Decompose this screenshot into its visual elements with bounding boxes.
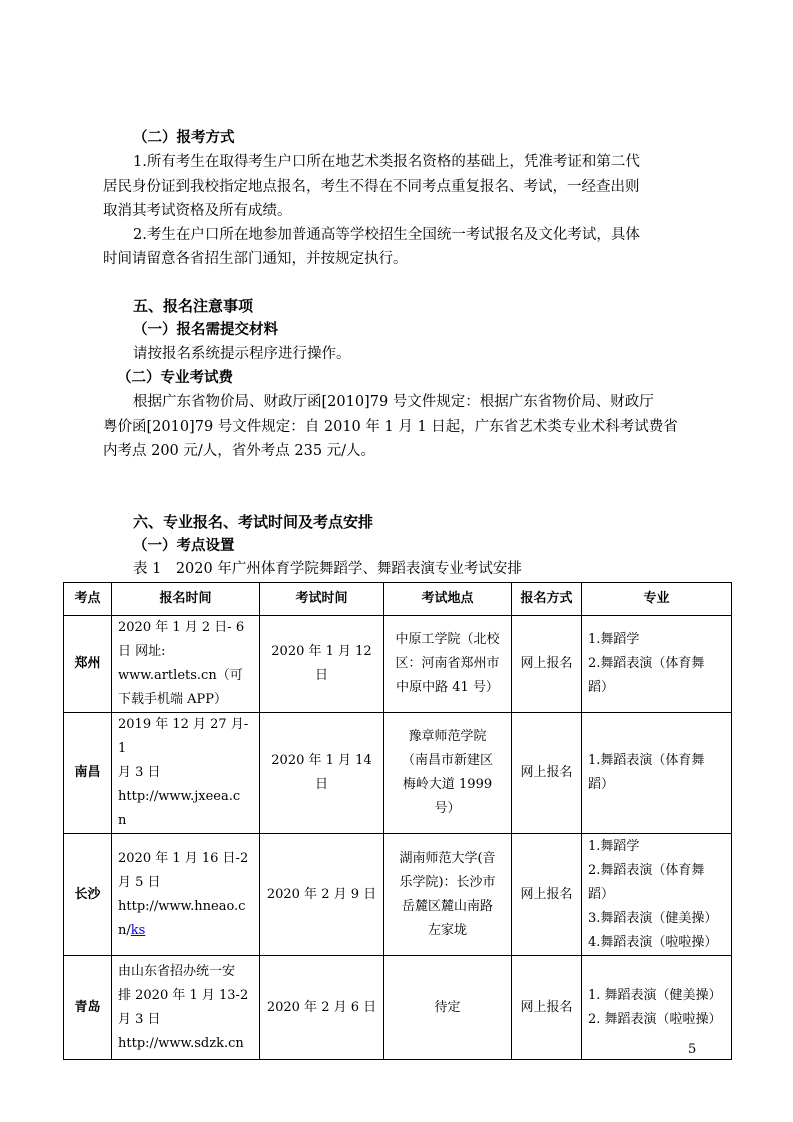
cell-line: 4.舞蹈表演（啦啦操） <box>588 934 718 950</box>
paragraph-line: 内考点 200 元/人，省外考点 235 元/人。 <box>103 443 376 459</box>
cell-line: 湖南师范大学(音 <box>399 850 496 866</box>
subheading-exam-sites: （一）考点设置 <box>133 538 235 554</box>
cell-line: 2020 年 1 月 16 日-2 <box>118 850 249 866</box>
table-caption: 表 1 2020 年广州体育学院舞蹈学、舞蹈表演专业考试安排 <box>133 561 522 577</box>
exam-place-cell <box>384 956 512 1060</box>
exam-time-cell: 2020 年 1 月 14 日 <box>260 713 384 834</box>
registration-time-cell <box>112 956 260 1060</box>
cell-line: http://www.sdzk.cn <box>118 1035 244 1051</box>
header-exam-place: 考试地点 <box>384 583 512 616</box>
cell-line: 区：河南省郑州市 <box>395 656 500 671</box>
cell-line: 下载手机端 APP） <box>118 692 228 707</box>
table-header-row <box>64 583 732 616</box>
cell-line: 日 网址: <box>118 644 166 659</box>
exam-time-cell: 2020 年 2 月 9 日 <box>260 834 384 956</box>
cell-line: 排 2020 年 1 月 13-2 <box>118 987 249 1003</box>
exam-place-cell <box>384 616 512 713</box>
cell-line: 月 3 日 <box>118 765 161 780</box>
cell-line: 梅岭大道 1999 <box>402 777 493 792</box>
paragraph-line: 请按报名系统提示程序进行操作。 <box>133 346 351 362</box>
cell-line: 月 5 日 <box>118 874 161 890</box>
paragraph-line: 根据广东省物价局、财政厅函[2010]79 号文件规定：根据广东省物价局、财政厅 <box>133 394 654 410</box>
exam-time-cell: 2020 年 2 月 6 日 <box>260 956 384 1060</box>
paragraph-line: 1.所有考生在取得考生户口所在地艺术类报名资格的基础上，凭准考证和第二代 <box>133 154 640 170</box>
cell-line: 1.舞蹈学 <box>588 632 640 647</box>
cell-line: 号） <box>434 801 461 816</box>
site-cell: 青岛 <box>64 956 112 1060</box>
page-number: 5 <box>688 1042 697 1057</box>
registration-time-cell <box>112 834 260 956</box>
paragraph-line: 取消其考试资格及所有成绩。 <box>103 203 292 219</box>
cell-line: 左家垅 <box>427 922 467 938</box>
exam-place-cell <box>384 713 512 834</box>
site-cell: 郑州 <box>64 616 112 713</box>
major-cell <box>582 713 732 834</box>
cell-line: 乐学院)：长沙市 <box>399 874 496 890</box>
cell-line: 蹈） <box>588 886 615 902</box>
cell-line: 2.舞蹈表演（体育舞 <box>588 656 705 671</box>
cell-line: 2020 年 1 月 2 日- 6 <box>118 620 245 635</box>
cell-line: 由山东省招办统一安 <box>118 963 236 979</box>
header-registration-method: 报名方式 <box>512 583 582 616</box>
cell-line: （南昌市新建区 <box>401 753 493 768</box>
section-heading-registration-method: （二）报考方式 <box>133 130 235 146</box>
cell-line: 3.舞蹈表演（健美操） <box>588 910 718 926</box>
cell-line: http://www.jxeea.c <box>118 789 241 804</box>
paragraph-line: 时间请留意各省招生部门通知，并按规定执行。 <box>103 251 408 267</box>
cell-line: 豫章师范学院 <box>408 729 487 744</box>
table-row <box>64 616 732 713</box>
exam-time-cell: 2020 年 1 月 12 日 <box>260 616 384 713</box>
major-cell <box>582 956 732 1060</box>
paragraph-line: 居民身份证到我校指定地点报名，考生不得在不同考点重复报名、考试，一经查出则 <box>103 179 640 195</box>
cell-line: 2019 年 12 月 27 月-1 <box>118 717 249 756</box>
subheading-materials: （一）报名需提交材料 <box>133 322 278 338</box>
hneao-link[interactable]: ks <box>130 922 146 938</box>
section-heading-schedule: 六、专业报名、考试时间及考点安排 <box>133 513 374 531</box>
registration-method-cell: 网上报名 <box>512 713 582 834</box>
registration-method-cell: 网上报名 <box>512 956 582 1060</box>
table-row <box>64 713 732 834</box>
paragraph-line: 粤价函[2010]79 号文件规定：自 2010 年 1 月 1 日起，广东省艺术类专业术科考试费省 <box>103 419 678 435</box>
cell-line: 蹈） <box>588 777 615 792</box>
paragraph-line: 2.考生在户口所在地参加普通高等学校招生全国统一考试报名及文化考试，具体 <box>133 227 640 243</box>
major-cell <box>582 834 732 956</box>
header-site: 考点 <box>64 583 112 616</box>
cell-line: 1.舞蹈学 <box>588 838 640 854</box>
cell-line: 1. 舞蹈表演（健美操） <box>588 987 722 1003</box>
cell-line: www.artlets.cn（可 <box>118 668 243 683</box>
cell-line: http://www.hneao.c <box>118 898 246 914</box>
registration-method-cell: 网上报名 <box>512 834 582 956</box>
exam-place-cell <box>384 834 512 956</box>
section-heading-notes: 五、报名注意事项 <box>133 297 254 315</box>
cell-line: 月 3 日 <box>118 1011 161 1027</box>
table-row <box>64 956 732 1060</box>
cell-line: 2.舞蹈表演（体育舞 <box>588 862 705 878</box>
subheading-exam-fee: （二）专业考试费 <box>117 370 233 386</box>
registration-time-cell <box>112 616 260 713</box>
cell-line: 待定 <box>434 999 461 1015</box>
header-exam-time: 考试时间 <box>260 583 384 616</box>
cell-line: n <box>118 813 127 828</box>
url-prefix: n/ <box>118 922 131 938</box>
header-major: 专业 <box>582 583 732 616</box>
cell-line: 1.舞蹈表演（体育舞 <box>588 753 705 768</box>
major-cell <box>582 616 732 713</box>
site-cell: 长沙 <box>64 834 112 956</box>
registration-method-cell: 网上报名 <box>512 616 582 713</box>
cell-line: 中原中路 41 号） <box>396 680 499 695</box>
table-row <box>64 834 732 956</box>
cell-line <box>118 919 253 943</box>
cell-line: 2. 舞蹈表演（啦啦操） <box>588 1011 722 1027</box>
site-cell: 南昌 <box>64 713 112 834</box>
cell-line: 中原工学院（北校 <box>395 632 500 647</box>
exam-schedule-table <box>63 582 732 1060</box>
cell-line: 岳麓区麓山南路 <box>401 898 493 914</box>
registration-time-cell <box>112 713 260 834</box>
header-registration-time: 报名时间 <box>112 583 260 616</box>
cell-line: 蹈） <box>588 680 615 695</box>
